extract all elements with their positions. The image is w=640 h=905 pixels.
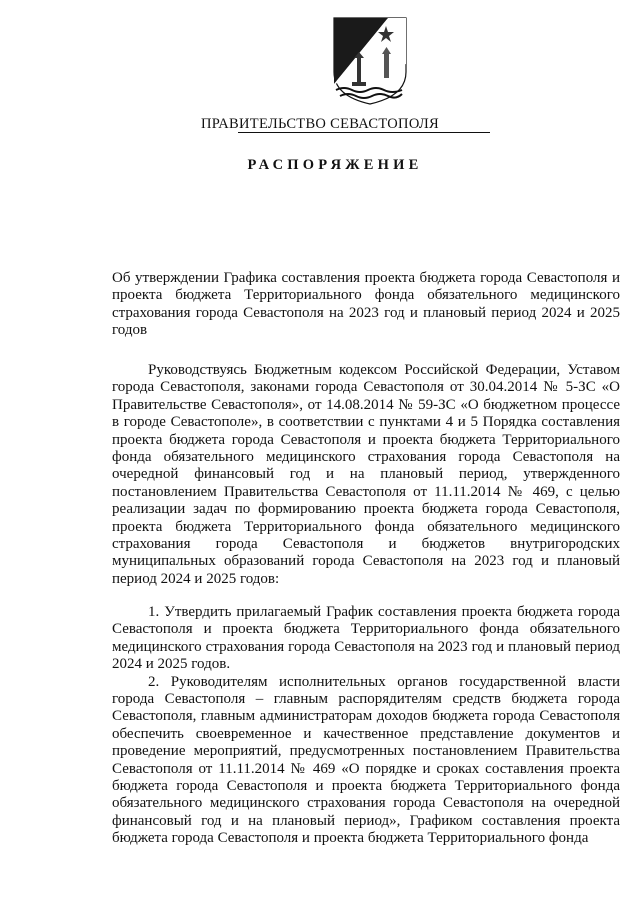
government-name-text: ПРАВИТЕЛЬСТВО СЕВАСТОПОЛЯ	[201, 116, 439, 132]
header-underline	[238, 132, 490, 133]
document-type-title: РАСПОРЯЖЕНИЕ	[247, 157, 423, 173]
preamble-paragraph: Руководствуясь Бюджетным кодексом Российской Федерации, Уставом города Севастополя, законами города Севастополя от 30.04.2014 № 5-ЗС «О Правительстве Севастополя», от 14.08.2014 № 59-ЗС «О бюджетном процессе в городе Севастополе», в соответствии с пунктами 4 и 5 Порядка составления проекта бюджета города Севастополя и проекта бюджета Территориального фонда обязательного медицинского страхования города Севастополя на очередной финансовый год и на плановый период, утвержденного постановлением Правительства Севастополя от 11.11.2014 № 469, с целью реализации задач по формированию проекта бюджета города Севастополя, проекта бюджета Территориального фонда обязательного медицинского страхования города Севастополя и бюджетов внутригородских муниципальных образований города Севастополя на 2023 год и плановый период 2024 и 2025 годов:	[112, 362, 620, 587]
order-item-2: 2. Руководителям исполнительных органов государственной власти города Севастополя – главным распорядителям средств бюджета города Севастополя, главным администраторам доходов бюджета города Севастополя обеспечить своевременное и качественное представление документов и проведение мероприятий, предусмотренных постановлением Правительства Севастополя от 11.11.2014 № 469 «О порядке и сроках составления проекта бюджета города Севастополя и проекта бюджета Территориального фонда обязательного медицинского страхования города Севастополя на очередной финансовый год и на плановый период», Графиком составления проекта бюджета города Севастополя и проекта бюджета Территориального фонда	[112, 673, 620, 847]
document-subject: Об утверждении Графика составления проекта бюджета города Севастополя и проекта бюджета Территориального фонда обязательного медицинского страхования города Севастополя на 2023 год и плановый период 2024 и 2025 годов	[112, 270, 620, 339]
order-item-1: 1. Утвердить прилагаемый График составления проекта бюджета города Севастополя и проекта бюджета Территориального фонда обязательного медицинского страхования города Севастополя на 2023 год и плановый период 2024 и 2025 годов.	[112, 604, 620, 673]
coat-of-arms-emblem	[330, 14, 410, 106]
order-items	[112, 604, 620, 848]
government-name	[0, 116, 640, 133]
